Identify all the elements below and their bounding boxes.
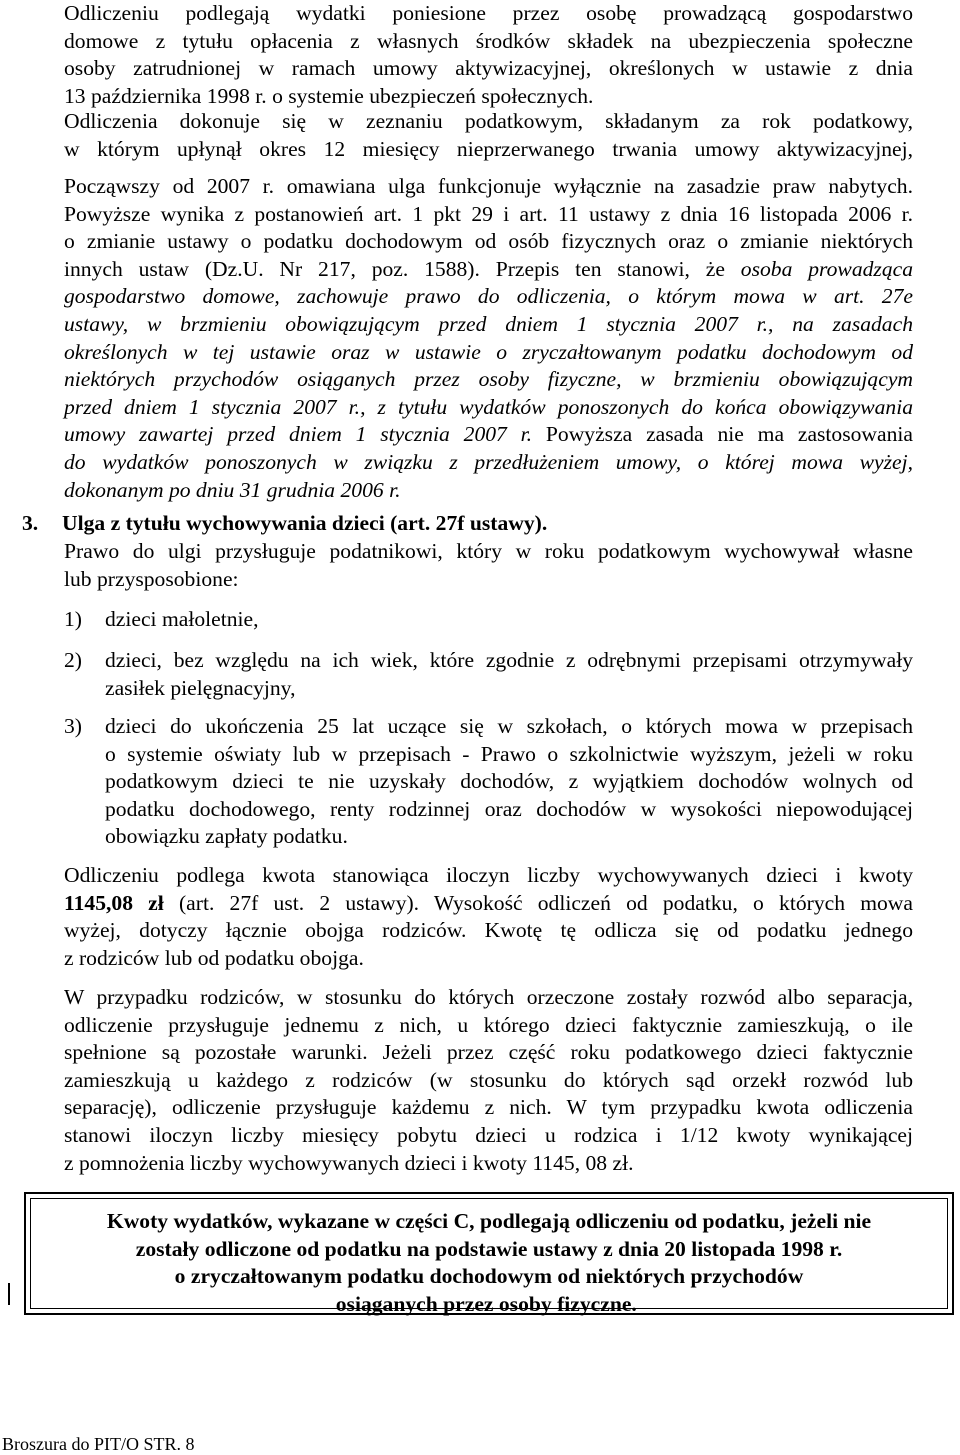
para5-line-6: stanowi iloczyn liczby miesięcy pobytu dzieci u rodzica i 1/12 kwoty wynikającej xyxy=(64,1123,913,1147)
note-box-trailing-mark xyxy=(637,1292,642,1316)
revision-bar xyxy=(8,1283,10,1305)
list-item-3-number: 3) xyxy=(64,714,82,738)
list-item-3-line-2: o systemie oświaty lub w przepisach - Prawo o szkolnictwie wyższym, jeżeli w roku xyxy=(105,741,913,766)
para5-line-1: W przypadku rodziców, w stosunku do których orzeczone zostały rozwód albo separacja, xyxy=(64,985,913,1009)
para3-line-4 xyxy=(64,256,913,284)
para3-italic-line-4: niektórych przychodów osiąganych przez osoby fizyczne, w brzmieniu obowiązującym xyxy=(64,367,913,392)
note-box-line-2: zostały odliczone od podatku na podstawie ustawy z dnia 20 listopada 1998 r. xyxy=(135,1236,843,1261)
para3-italic-line-3: określonych w tej ustawie oraz w ustawie o zryczałtowanym podatku dochodowym od xyxy=(64,339,913,364)
list-item-2-line-1: dzieci, bez względu na ich wiek, które zgodnie z odrębnymi przepisami otrzymywały xyxy=(105,648,913,672)
para5-line-4: zamieszkują u każdego z rodziców (w stosunku do których sąd orzekł rozwód lub xyxy=(64,1067,913,1092)
note-box-text xyxy=(31,1208,947,1318)
para3-italic-line-5: przed dniem 1 stycznia 2007 r., z tytułu wydatków ponoszonych do końca obowiązywania xyxy=(64,394,913,419)
list-item-3-line-1: dzieci do ukończenia 25 lat uczące się w szkołach, o których mowa w przepisach xyxy=(105,714,913,738)
list-item-1-line-1: dzieci małoletnie, xyxy=(105,607,259,631)
list-item-2-number: 2) xyxy=(64,648,82,672)
para5-line-5: separację), odliczenie przysługuje każdemu z nich. W tym przypadku kwota odliczenia xyxy=(64,1095,913,1120)
para2-line-1: Odliczenia dokonuje się w zeznaniu podatkowym, składanym za rok podatkowy, xyxy=(64,109,913,133)
note-box-inner-border xyxy=(30,1198,948,1316)
list-item-3-line-4: podatku dochodowego, renty rodzinnej oraz dochodów w wysokości niepowodującej xyxy=(105,796,913,821)
note-box-line-3: o zryczałtowanym podatku dochodowym od niektórych przychodów xyxy=(174,1264,804,1289)
para5-line-3: spełnione są pozostałe warunki. Jeżeli przez część roku podatkowego dzieci faktycznie xyxy=(64,1040,913,1065)
para1-line-1: Odliczeniu podlegają wydatki poniesione przez osobę prowadzącą gospodarstwo xyxy=(64,1,913,25)
para3-line-10 xyxy=(64,421,913,449)
para3-line-3: o zmianie ustawy o podatku dochodowym od osób fizycznych oraz o zmianie niektórych xyxy=(64,229,913,254)
para3-italic-line-2: ustawy, w brzmieniu obowiązującym przed dniem 1 stycznia 2007 r., na zasadach xyxy=(64,312,913,336)
list-item-2-line-2: zasiłek pielęgnacyjny, xyxy=(105,675,296,700)
para3-italic-line-1: gospodarstwo domowe, zachowuje prawo do odliczenia, o którym mowa w art. 27e xyxy=(64,284,913,309)
para3-line-10-normal: Powyższa zasada nie ma zastosowania xyxy=(532,422,913,447)
list-item-1-number: 1) xyxy=(64,607,82,631)
note-box-last-text: osiąganych przez osoby fizyczne. xyxy=(335,1291,637,1316)
para3-line-2: Powyższe wynika z postanowień art. 1 pkt 29 i art. 11 ustawy z dnia 16 listopada 2006 r. xyxy=(64,201,913,226)
para4-line-1: Odliczeniu podlega kwota stanowiąca iloczyn liczby wychowywanych dzieci i kwoty xyxy=(64,863,913,887)
page-footer: Broszura do PIT/O STR. 8 xyxy=(2,1434,195,1454)
para2-line-2: w którym upłynął okres 12 miesięcy nieprzerwanego trwania umowy aktywizacyjnej, xyxy=(64,136,913,161)
section-3-title: Ulga z tytułu wychowywania dzieci (art. 27f ustawy). xyxy=(62,511,548,535)
section-3-number: 3. xyxy=(22,511,39,535)
para1-line-3: osoby zatrudnionej w ramach umowy aktywizacyjnej, określonych w ustawie z dnia xyxy=(64,56,913,81)
para3-line-4-italic: osoba prowadząca xyxy=(740,256,914,281)
deduction-amount: 1145,08 zł xyxy=(64,890,164,915)
para3-line-10-italic: umowy zawartej przed dniem 1 stycznia 2007 r. xyxy=(64,422,533,447)
note-box-line-1: Kwoty wydatków, wykazane w części C, podlegają odliczeniu od podatku, jeżeli nie xyxy=(106,1209,872,1233)
section-3-heading xyxy=(22,510,548,538)
list-item-3-line-3: podatkowym dzieci te nie uzyskały dochodów, z wyjątkiem dochodów wolnych od xyxy=(105,769,913,794)
para3-tail-line-2: dokonanym po dniu 31 grudnia 2006 r. xyxy=(64,477,401,502)
para3-line-4-normal: innych ustaw (Dz.U. Nr 217, poz. 1588). Przepis ten stanowi, że xyxy=(64,256,741,281)
note-box xyxy=(24,1192,954,1315)
para5-line-7: z pomnożenia liczby wychowywanych dzieci i kwoty 1145, 08 zł. xyxy=(64,1150,634,1175)
para1-line-2: domowe z tytułu opłacenia z własnych środków składek na ubezpieczenia społeczne xyxy=(64,28,913,53)
para4-line-2 xyxy=(64,890,913,918)
list-item-3-line-5: obowiązku zapłaty podatku. xyxy=(105,824,348,849)
section3-intro-line-2: lub przysposobione: xyxy=(64,566,239,591)
section3-intro-line-1: Prawo do ulgi przysługuje podatnikowi, który w roku podatkowym wychowywał własne xyxy=(64,539,913,563)
para3-tail-line-1: do wydatków ponoszonych w związku z przedłużeniem umowy, o której mowa wyżej, xyxy=(64,450,913,474)
para1-line-4: 13 października 1998 r. o systemie ubezpieczeń społecznych. xyxy=(64,83,594,108)
para4-tail-line-2: z rodziców lub od podatku obojga. xyxy=(64,945,364,970)
para4-tail-line-1: wyżej, dotyczy łącznie obojga rodziców. Kwotę tę odlicza się od podatku jednego xyxy=(64,918,913,943)
para3-line-1: Począwszy od 2007 r. omawiana ulga funkcjonuje wyłącznie na zasadzie praw nabytych. xyxy=(64,174,913,198)
para4-line-2-rest: (art. 27f ust. 2 ustawy). Wysokość odliczeń od podatku, o których mowa xyxy=(163,890,913,915)
para5-line-2: odliczenie przysługuje jednemu z nich, u którego dzieci faktycznie zamieszkują, o ile xyxy=(64,1012,913,1037)
note-box-line-4 xyxy=(31,1291,947,1319)
